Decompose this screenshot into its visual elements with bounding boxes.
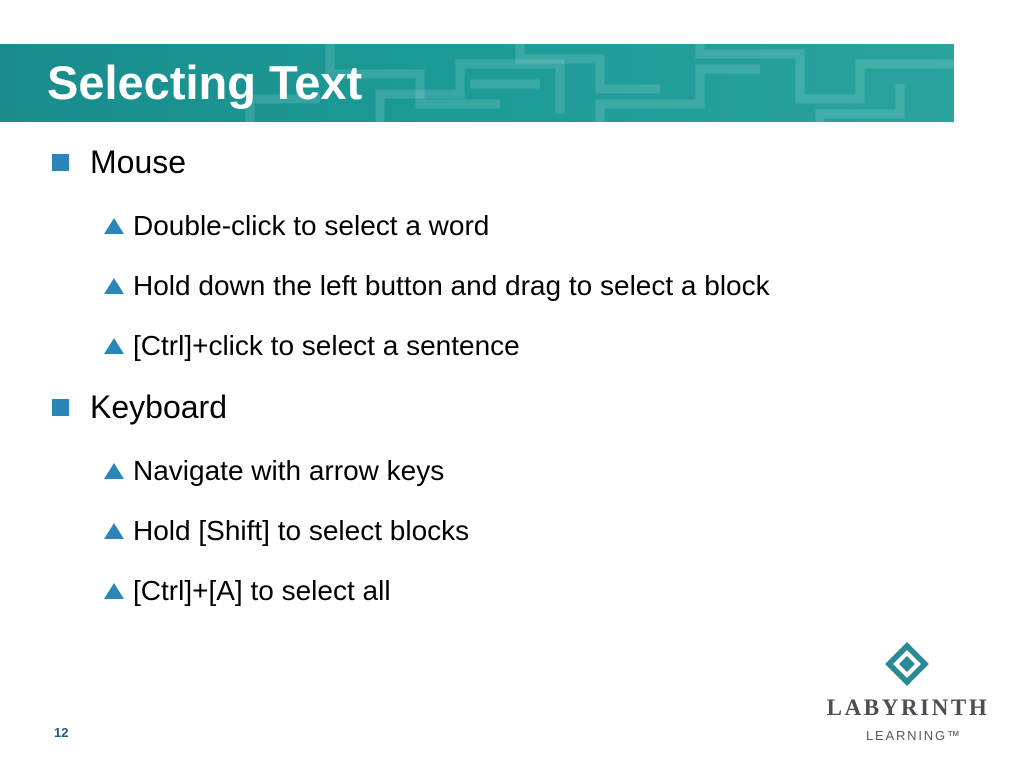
triangle-bullet-icon <box>103 277 125 295</box>
bullet-mouse <box>52 144 186 181</box>
square-bullet-icon <box>52 399 69 416</box>
slide-title: Selecting Text <box>47 56 363 109</box>
logo-subtitle: LEARNING™ <box>866 728 962 743</box>
sub-bullet-text: Hold [Shift] to select blocks <box>133 515 470 546</box>
labyrinth-logo <box>816 640 1000 750</box>
square-bullet-icon <box>52 154 69 171</box>
triangle-bullet-icon <box>103 337 125 355</box>
sub-bullet <box>103 575 391 607</box>
triangle-bullet-icon <box>103 462 125 480</box>
sub-bullet <box>103 270 770 302</box>
triangle-bullet-icon <box>103 217 125 235</box>
logo-name: LABYRINTH <box>826 695 990 720</box>
sub-bullet <box>103 455 444 487</box>
page-number: 12 <box>54 725 69 740</box>
sub-bullet-text: [Ctrl]+[A] to select all <box>133 575 391 606</box>
sub-bullet-text: [Ctrl]+click to select a sentence <box>133 330 520 361</box>
sub-bullet <box>103 210 489 242</box>
sub-bullet-text: Double-click to select a word <box>133 210 490 241</box>
triangle-bullet-icon <box>103 522 125 540</box>
bullet-label: Keyboard <box>90 389 227 425</box>
diamond-logo-icon <box>882 640 932 688</box>
title-bar <box>0 44 954 122</box>
bullet-label: Mouse <box>90 144 187 180</box>
triangle-bullet-icon <box>103 582 125 600</box>
sub-bullet-text: Navigate with arrow keys <box>133 455 445 486</box>
sub-bullet-text: Hold down the left button and drag to select a block <box>133 270 770 301</box>
sub-bullet <box>103 515 469 547</box>
bullet-keyboard <box>52 389 227 426</box>
sub-bullet <box>103 330 520 362</box>
